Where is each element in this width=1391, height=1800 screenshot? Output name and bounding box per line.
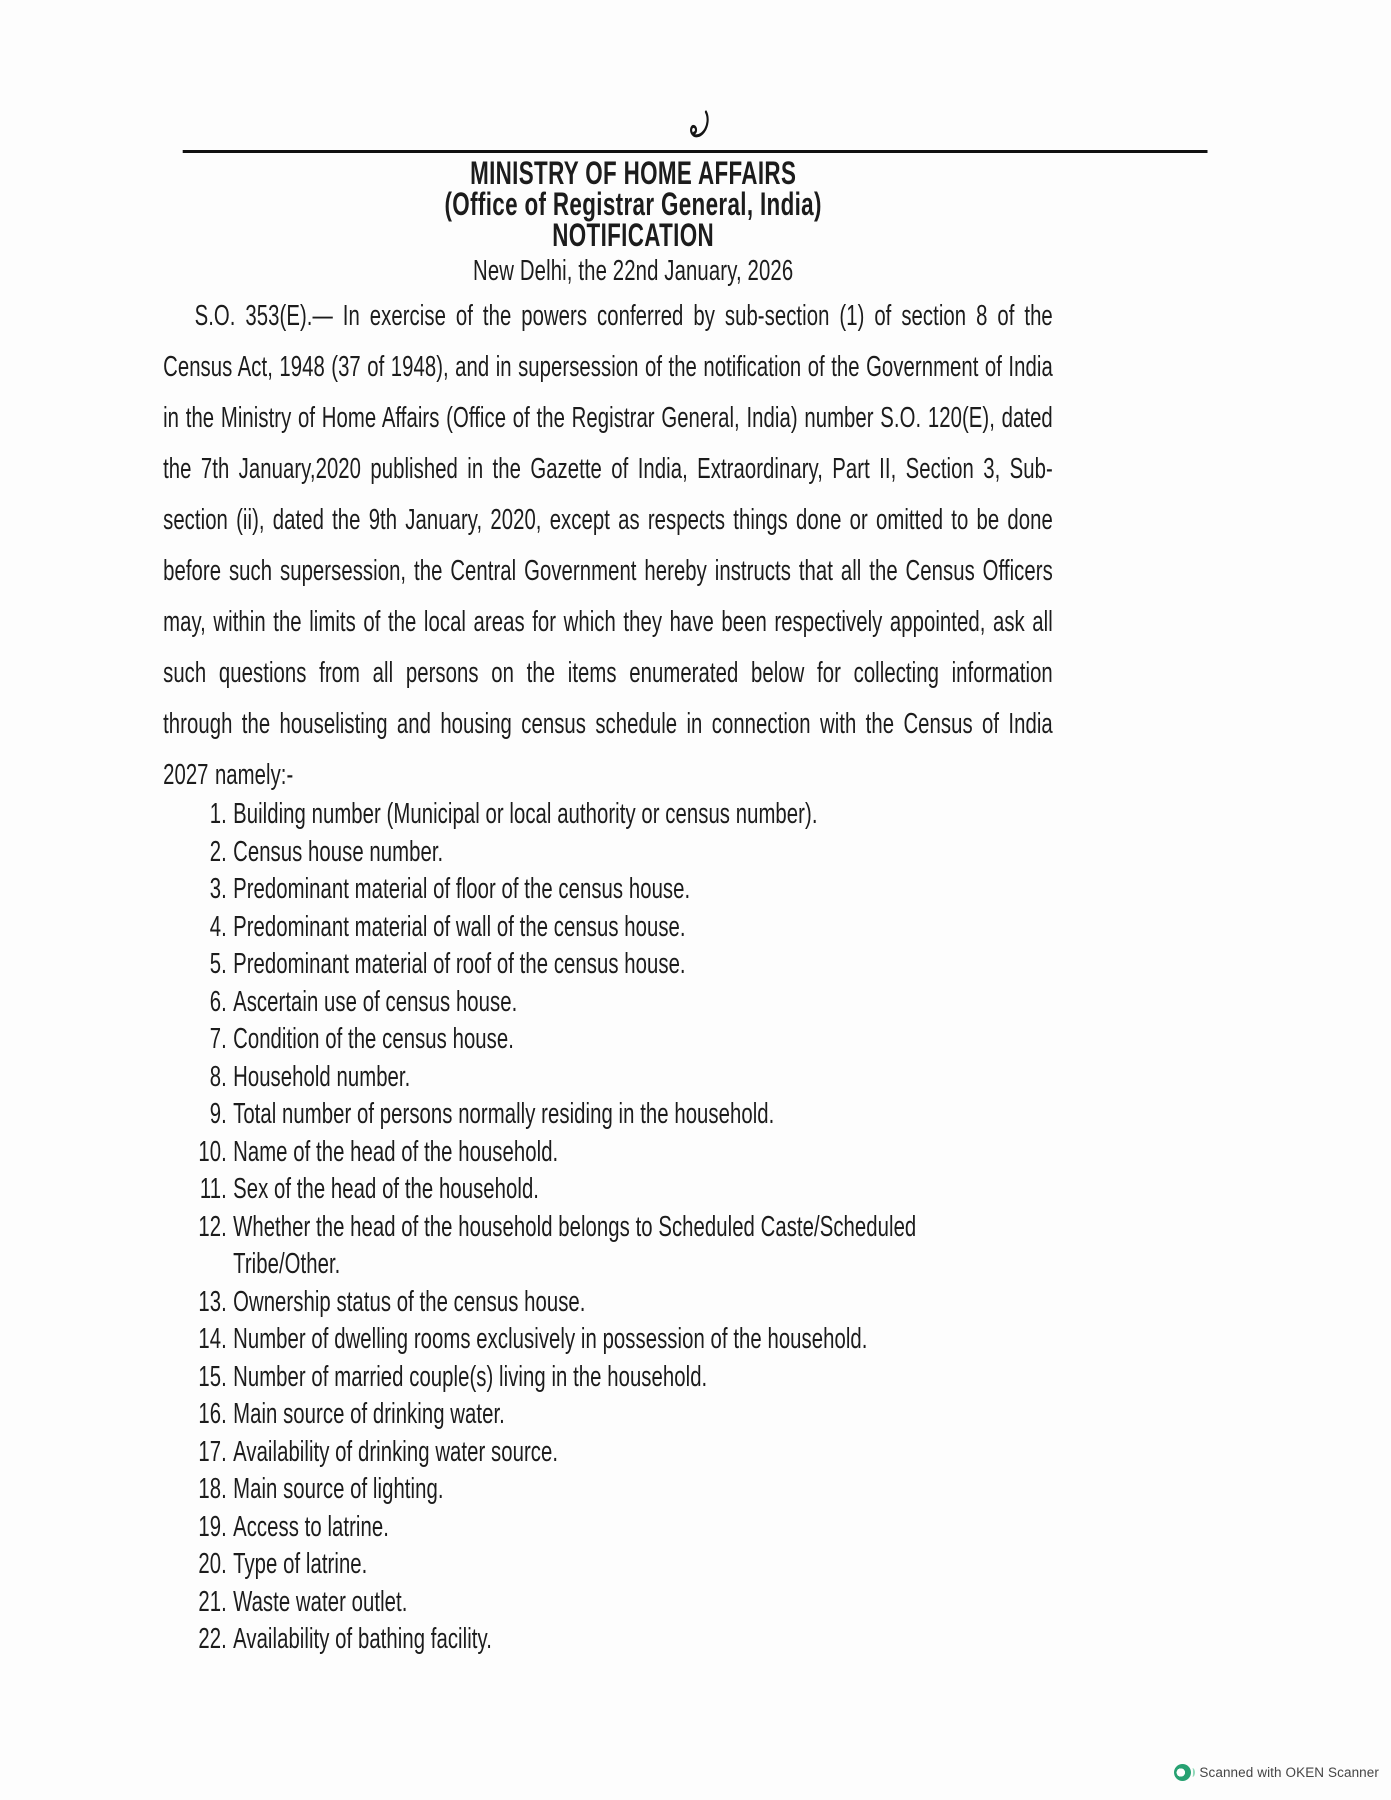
list-item-text: Availability of drinking water source. <box>233 1435 559 1468</box>
list-item-number: 12. <box>198 1210 227 1243</box>
scanner-badge <box>1174 1764 1379 1781</box>
list-item-number: 8. <box>209 1060 227 1093</box>
list-item-text: Household number. <box>233 1060 411 1093</box>
list-item-text: Whether the head of the household belongs to Scheduled Caste/Scheduled Tribe/Other. <box>233 1210 917 1280</box>
list-item-text: Predominant material of wall of the census house. <box>233 910 686 943</box>
list-item-text: Availability of bathing facility. <box>233 1623 492 1655</box>
dateline: New Delhi, the 22nd January, 2026 <box>473 255 794 287</box>
list-item-text: Main source of lighting. <box>233 1473 444 1505</box>
list-item <box>196 1059 1064 1097</box>
list-item-number: 13. <box>198 1285 227 1318</box>
question-list <box>196 796 1064 1659</box>
list-item-text: Access to latrine. <box>233 1510 389 1543</box>
oken-scanner-icon <box>1174 1764 1191 1781</box>
list-item-text: Waste water outlet. <box>233 1585 408 1618</box>
list-item <box>196 1434 1064 1472</box>
list-item-text: Type of latrine. <box>233 1548 368 1580</box>
list-item-number: 3. <box>209 873 227 905</box>
list-item-number: 22. <box>198 1623 227 1655</box>
list-item-text: Number of dwelling rooms exclusively in possession of the household. <box>233 1323 868 1355</box>
list-item-text: Ownership status of the census house. <box>233 1285 586 1318</box>
list-item-number: 6. <box>209 985 227 1018</box>
list-item-number: 17. <box>198 1435 227 1468</box>
list-item <box>196 909 1064 947</box>
list-item-number: 2. <box>209 835 227 868</box>
list-item-number: 19. <box>198 1510 227 1543</box>
document-header <box>163 155 1078 288</box>
list-item-number: 10. <box>198 1135 227 1168</box>
list-item-text: Census house number. <box>233 835 444 868</box>
list-item <box>196 871 1064 909</box>
list-item-text: Condition of the census house. <box>233 1023 514 1055</box>
list-item-number: 9. <box>209 1098 227 1130</box>
list-item <box>196 1321 1064 1359</box>
list-item-number: 21. <box>198 1585 227 1618</box>
scanner-note: Scanned with OKEN Scanner <box>1199 1765 1379 1780</box>
list-item-text: Ascertain use of census house. <box>233 985 518 1018</box>
list-item-text: Main source of drinking water. <box>233 1398 505 1430</box>
list-item <box>196 1396 1064 1434</box>
list-item <box>196 1621 1064 1659</box>
list-item <box>196 1021 1064 1059</box>
list-item-number: 1. <box>209 798 227 830</box>
list-item <box>196 1284 1064 1322</box>
list-item-number: 7. <box>209 1023 227 1055</box>
list-item <box>196 946 1064 984</box>
list-item-text: Predominant material of roof of the census house. <box>233 948 686 980</box>
list-item <box>196 1546 1064 1584</box>
list-item <box>196 1134 1064 1172</box>
list-item-number: 5. <box>209 948 227 980</box>
list-item-number: 18. <box>198 1473 227 1505</box>
list-item <box>196 1209 1064 1284</box>
list-item <box>196 834 1064 872</box>
list-item-text: Building number (Municipal or local authority or census number). <box>233 798 818 830</box>
list-item-text: Name of the head of the household. <box>233 1135 559 1168</box>
ministry-title: MINISTRY OF HOME AFFAIRS <box>470 155 797 191</box>
list-item <box>196 1096 1064 1134</box>
list-item <box>196 1171 1064 1209</box>
list-item <box>196 796 1064 834</box>
notification-paragraph: S.O. 353(E).— In exercise of the powers conferred by sub-section (1) of section 8 of the Census Act, 1948 (37 of 1948), and in supersession of the notification of the Government of India in the Ministry of Home Affairs (Office of the Registrar General, India) number S.O. 120(E), dated the 7th January,2020 published in the Gazette of India, Extraordinary, Part II, Section 3, Sub-section (ii), dated the 9th January, 2020, except as respects things done or omitted to be done before such supersession, the Central Government hereby instructs that all the Census Officers may, within the limits of the local areas for which they have been respectively appointed, ask all such questions from all persons on the items enumerated below for collecting information through the houselisting and housing census schedule in connection with the Census of India 2027 namely:- <box>163 300 1053 791</box>
list-item-number: 14. <box>198 1323 227 1355</box>
notification-heading: NOTIFICATION <box>552 217 715 253</box>
list-item <box>196 984 1064 1022</box>
list-item-number: 4. <box>209 910 227 943</box>
list-item-number: 15. <box>198 1360 227 1393</box>
header-rule <box>183 150 1208 153</box>
list-item <box>196 1359 1064 1397</box>
list-item <box>196 1584 1064 1622</box>
list-item-number: 11. <box>199 1173 227 1205</box>
list-item-text: Predominant material of floor of the census house. <box>233 873 691 905</box>
list-item-number: 16. <box>198 1398 227 1430</box>
list-item-text: Sex of the head of the household. <box>233 1173 540 1205</box>
list-item <box>196 1471 1064 1509</box>
page-number-glyph <box>683 108 714 142</box>
office-subtitle: (Office of Registrar General, India) <box>444 186 822 222</box>
list-item <box>196 1509 1064 1547</box>
list-item-number: 20. <box>198 1548 227 1580</box>
list-item-text: Total number of persons normally residing in the household. <box>233 1098 775 1130</box>
list-item-text: Number of married couple(s) living in the household. <box>233 1360 708 1393</box>
